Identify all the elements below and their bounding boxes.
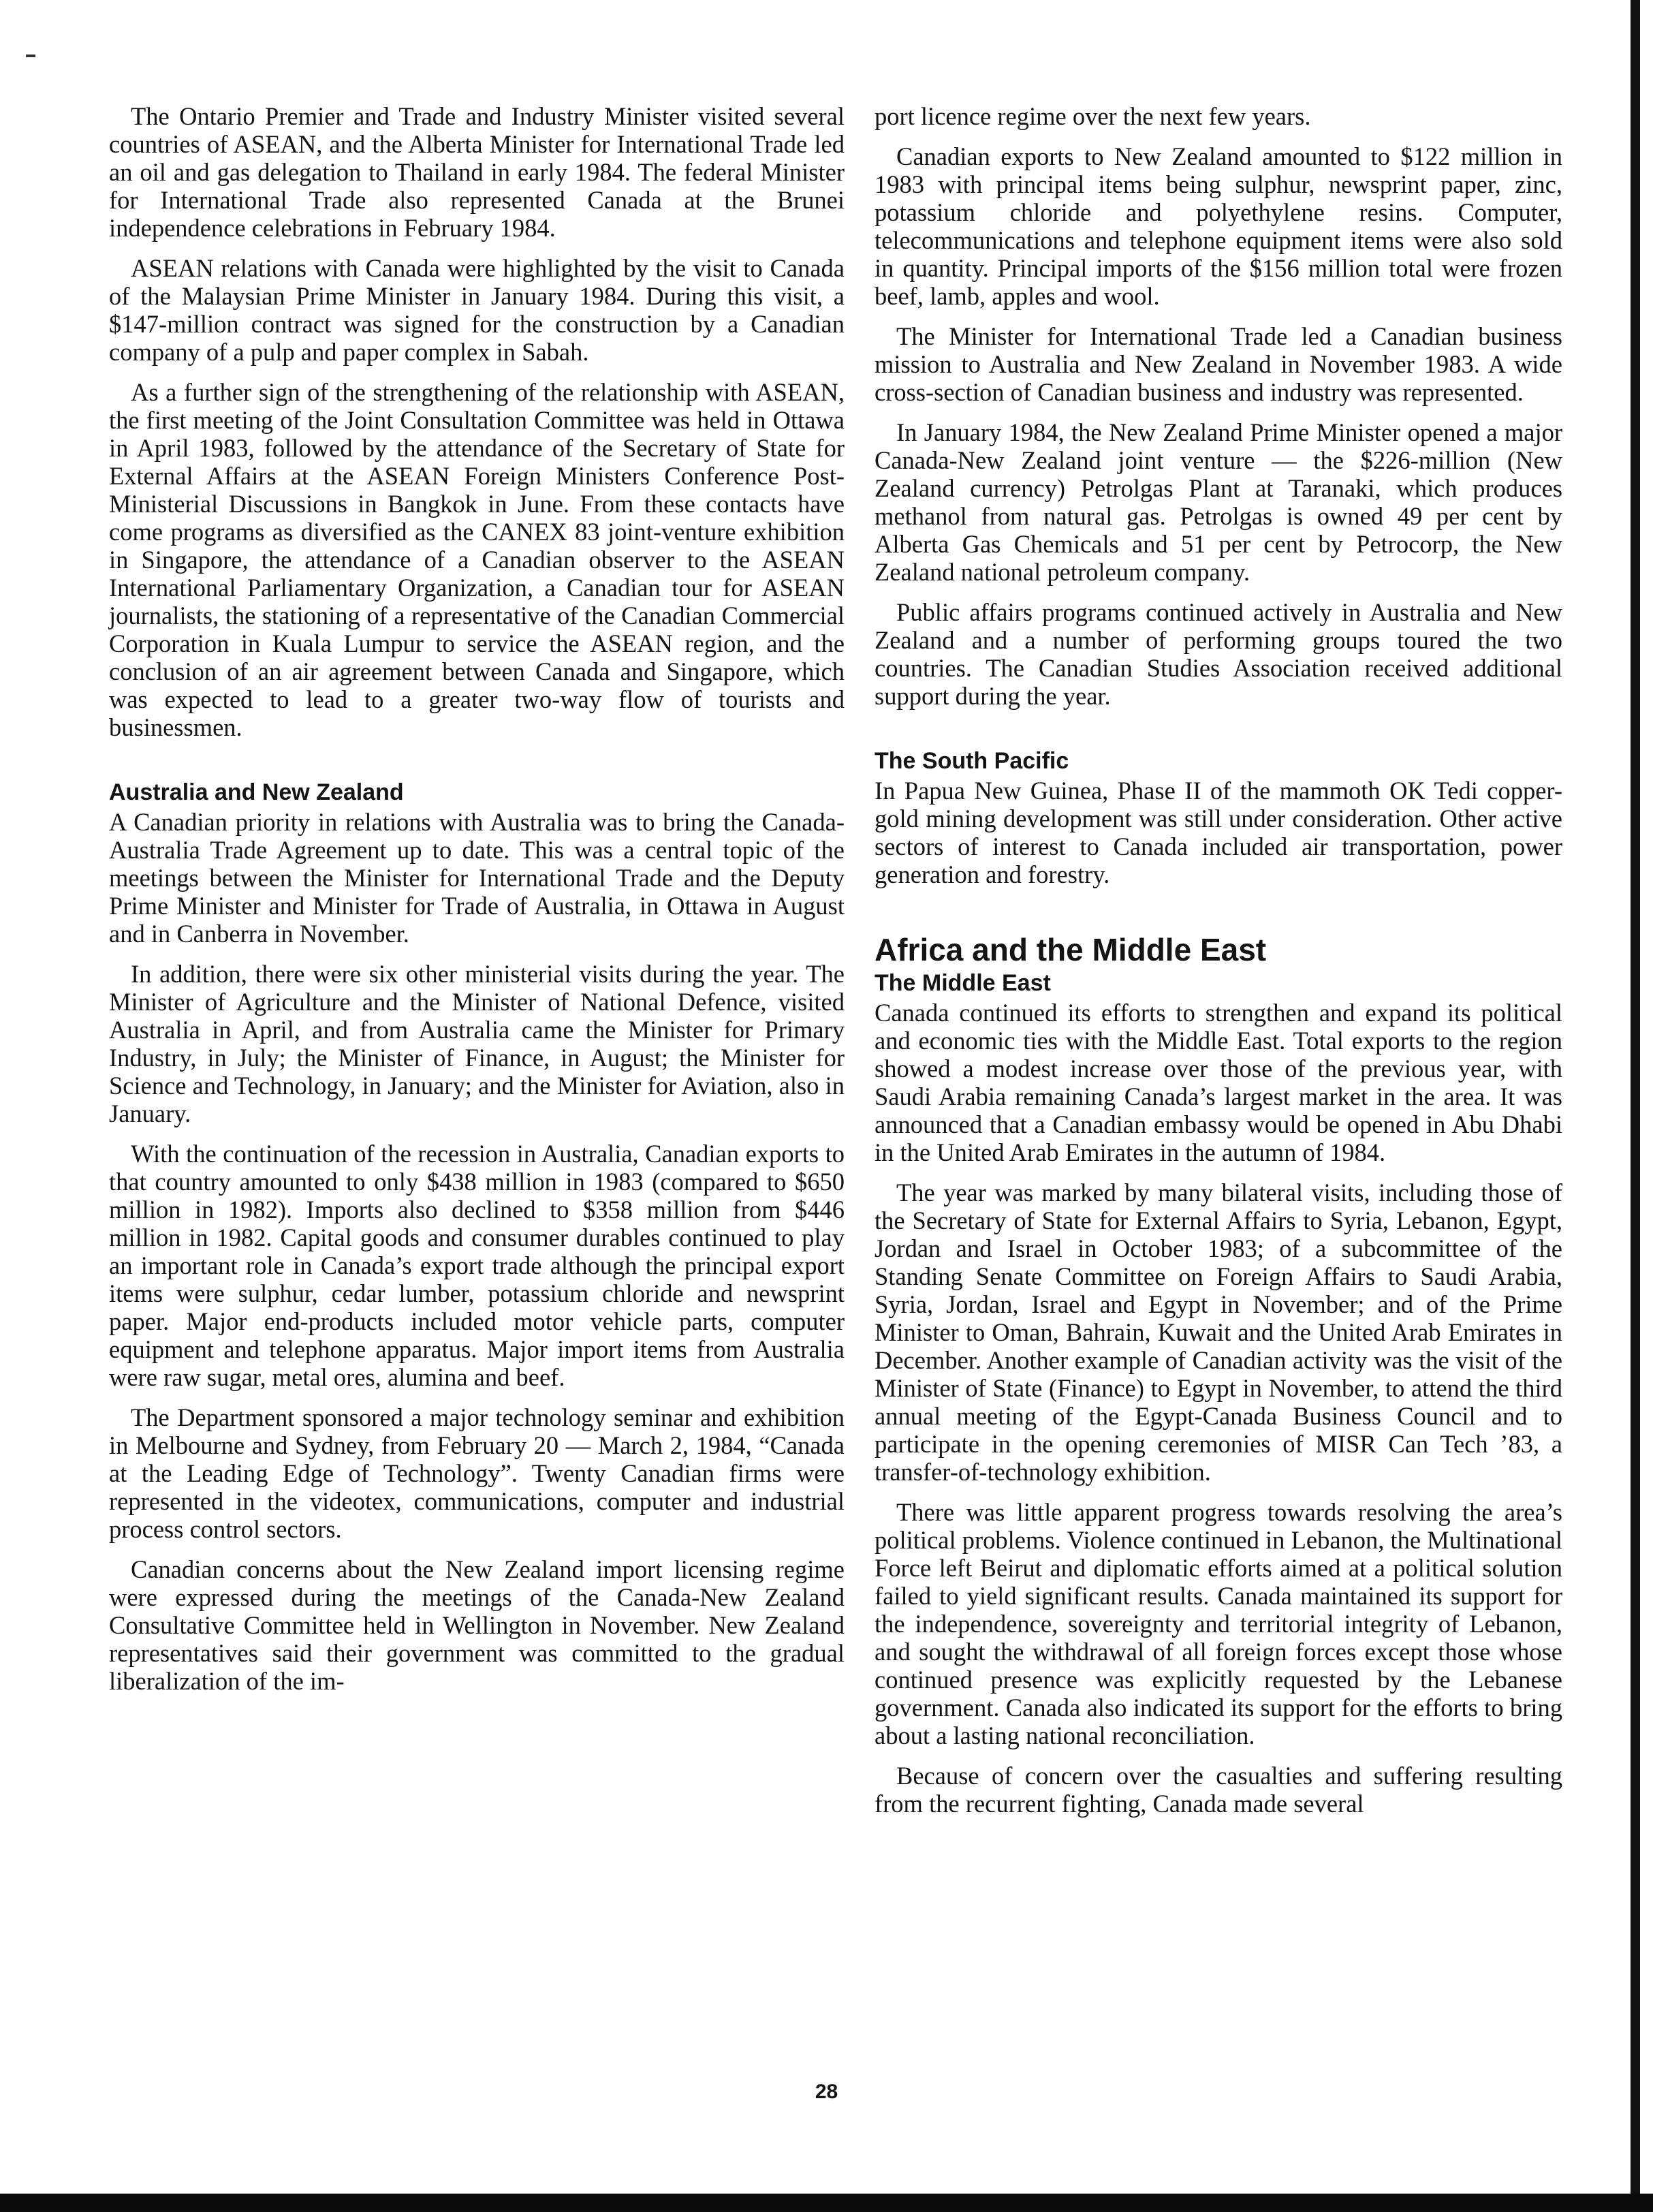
subheading-the-middle-east: The Middle East [875,970,1051,996]
paragraph: port licence regime over the next few years. [875,102,1311,130]
paragraph: In January 1984, the New Zealand Prime Minister opened a major Canada-New Zealand joint venture — the $226-million (New Zealand currency) Petrolgas Plant at Taranaki, which produces methanol from natural gas. Petrolgas is owned 49 per cent by Alberta Gas Chemicals and 51 per cent by Petrocorp, the New Zealand national petroleum company. [875,418,1562,586]
paragraph: The Minister for International Trade led a Canadian business mission to Australia and New Zealand in November 1983. A wide cross-section of Canadian business and industry was represented. [875,322,1562,406]
paragraph: As a further sign of the strengthening of the relationship with ASEAN, the first meeting of the Joint Consultation Committee was held in Ottawa in April 1983, followed by the attendance of the Secretary of State for External Affairs at the ASEAN Foreign Ministers Conference Post-Ministerial Discussions in Bangkok in June. From these contacts have come programs as diversified as the CANEX 83 joint-venture exhibition in Singapore, the attendance of a Canadian observer to the ASEAN International Parliamentary Organization, a Canadian tour for ASEAN journalists, the stationing of a representative of the Canadian Commercial Corporation in Kuala Lumpur to service the ASEAN region, and the conclusion of an air agreement between Canada and Singapore, which was expected to lead to a greater two-way flow of tourists and businessmen. [109,378,845,741]
paragraph: In Papua New Guinea, Phase II of the mammoth OK Tedi copper-gold mining development was still under consideration. Other active sectors of interest to Canada included air transportation, power generation and forestry. [875,777,1562,888]
scan-mark [26,54,35,57]
paragraph: In addition, there were six other ministerial visits during the year. The Minister of Agriculture and the Minister of National Defence, visited Australia in April, and from Australia came the Minister for Primary Industry, in July; the Minister of Finance, in August; the Minister for Science and Technology, in January; and the Minister for Aviation, also in January. [109,960,845,1127]
right-column [875,102,1562,1830]
paragraph: Public affairs programs continued actively in Australia and New Zealand and a number of performing groups toured the two countries. The Canadian Studies Association received additional support during the year. [875,598,1562,710]
paragraph: ASEAN relations with Canada were highlighted by the visit to Canada of the Malaysian Prime Minister in January 1984. During this visit, a $147-million contract was signed for the construction by a Canadian company of a pulp and paper complex in Sabah. [109,254,845,366]
paragraph: The Department sponsored a major technology seminar and exhibition in Melbourne and Sydney, from February 20 — March 2, 1984, “Canada at the Leading Edge of Technology”. Twenty Canadian firms were represented in the videotex, communications, computer and industrial process control sectors. [109,1403,845,1543]
paragraph: The year was marked by many bilateral visits, including those of the Secretary of State for External Affairs to Syria, Lebanon, Egypt, Jordan and Israel in October 1983; of a subcommittee of the Standing Senate Committee on Foreign Affairs to Saudi Arabia, Syria, Jordan, Israel and Egypt in November; and of the Prime Minister to Oman, Bahrain, Kuwait and the United Arab Emirates in December. Another example of Canadian activity was the visit of the Minister of State (Finance) to Egypt in November, to attend the third annual meeting of the Egypt-Canada Business Council and to participate in the opening ceremonies of MISR Can Tech ’83, a transfer-of-technology exhibition. [875,1179,1562,1486]
paragraph: With the continuation of the recession in Australia, Canadian exports to that country amounted to only $438 million in 1983 (compared to $650 million in 1982). Imports also declined to $358 million from $446 million in 1982. Capital goods and consumer durables continued to play an important role in Canada’s export trade although the principal export items were sulphur, cedar lumber, potassium chloride and newsprint paper. Major end-products included motor vehicle parts, computer equipment and telephone apparatus. Major import items from Australia were raw sugar, metal ores, alumina and beef. [109,1140,845,1391]
paragraph: Canadian concerns about the New Zealand import licensing regime were expressed during the meetings of the Canada-New Zealand Consultative Committee held in Wellington in November. New Zealand representatives said their government was committed to the gradual liberalization of the im- [109,1555,845,1695]
subheading-australia-and-new-zealand: Australia and New Zealand [109,779,404,805]
paragraph: Canada continued its efforts to strengthen and expand its political and economic ties with the Middle East. Total exports to the region showed a modest increase over those of the previous year, with Saudi Arabia remaining Canada’s largest market in the area. It was announced that a Canadian embassy would be opened in Abu Dhabi in the United Arab Emirates in the autumn of 1984. [875,999,1562,1166]
page-number: 28 [815,2081,838,2103]
paragraph: A Canadian priority in relations with Australia was to bring the Canada-Australia Trade Agreement up to date. This was a central topic of the meetings between the Minister for International Trade and the Deputy Prime Minister and Minister for Trade of Australia, in Ottawa in August and in Canberra in November. [109,808,845,948]
section-heading-africa-and-the-middle-east: Africa and the Middle East [875,932,1267,967]
scan-edge-bottom [0,2194,1653,2212]
paragraph: Because of concern over the casualties and suffering resulting from the recurrent fighting, Canada made several [875,1762,1562,1818]
paragraph: There was little apparent progress towards resolving the area’s political problems. Violence continued in Lebanon, the Multinational Force left Beirut and diplomatic efforts aimed at a political solution failed to yield significant results. Canada maintained its support for the independence, sovereignty and territorial integrity of Lebanon, and sought the withdrawal of all foreign forces except those whose continued presence was explicitly requested by the Lebanese government. Canada also indicated its support for the efforts to bring about a lasting national reconciliation. [875,1498,1562,1749]
subheading-the-south-pacific: The South Pacific [875,748,1069,774]
scan-edge-right [1631,0,1640,2212]
paragraph: The Ontario Premier and Trade and Industry Minister visited several countries of ASEAN, and the Alberta Minister for International Trade led an oil and gas delegation to Thailand in early 1984. The federal Minister for International Trade also represented Canada at the Brunei independence celebrations in February 1984. [109,102,845,242]
paragraph: Canadian exports to New Zealand amounted to $122 million in 1983 with principal items being sulphur, newsprint paper, zinc, potassium chloride and polyethylene resins. Computer, telecommunications and telephone equipment items were also sold in quantity. Principal imports of the $156 million total were frozen beef, lamb, apples and wool. [875,142,1562,310]
left-column [109,102,845,1707]
